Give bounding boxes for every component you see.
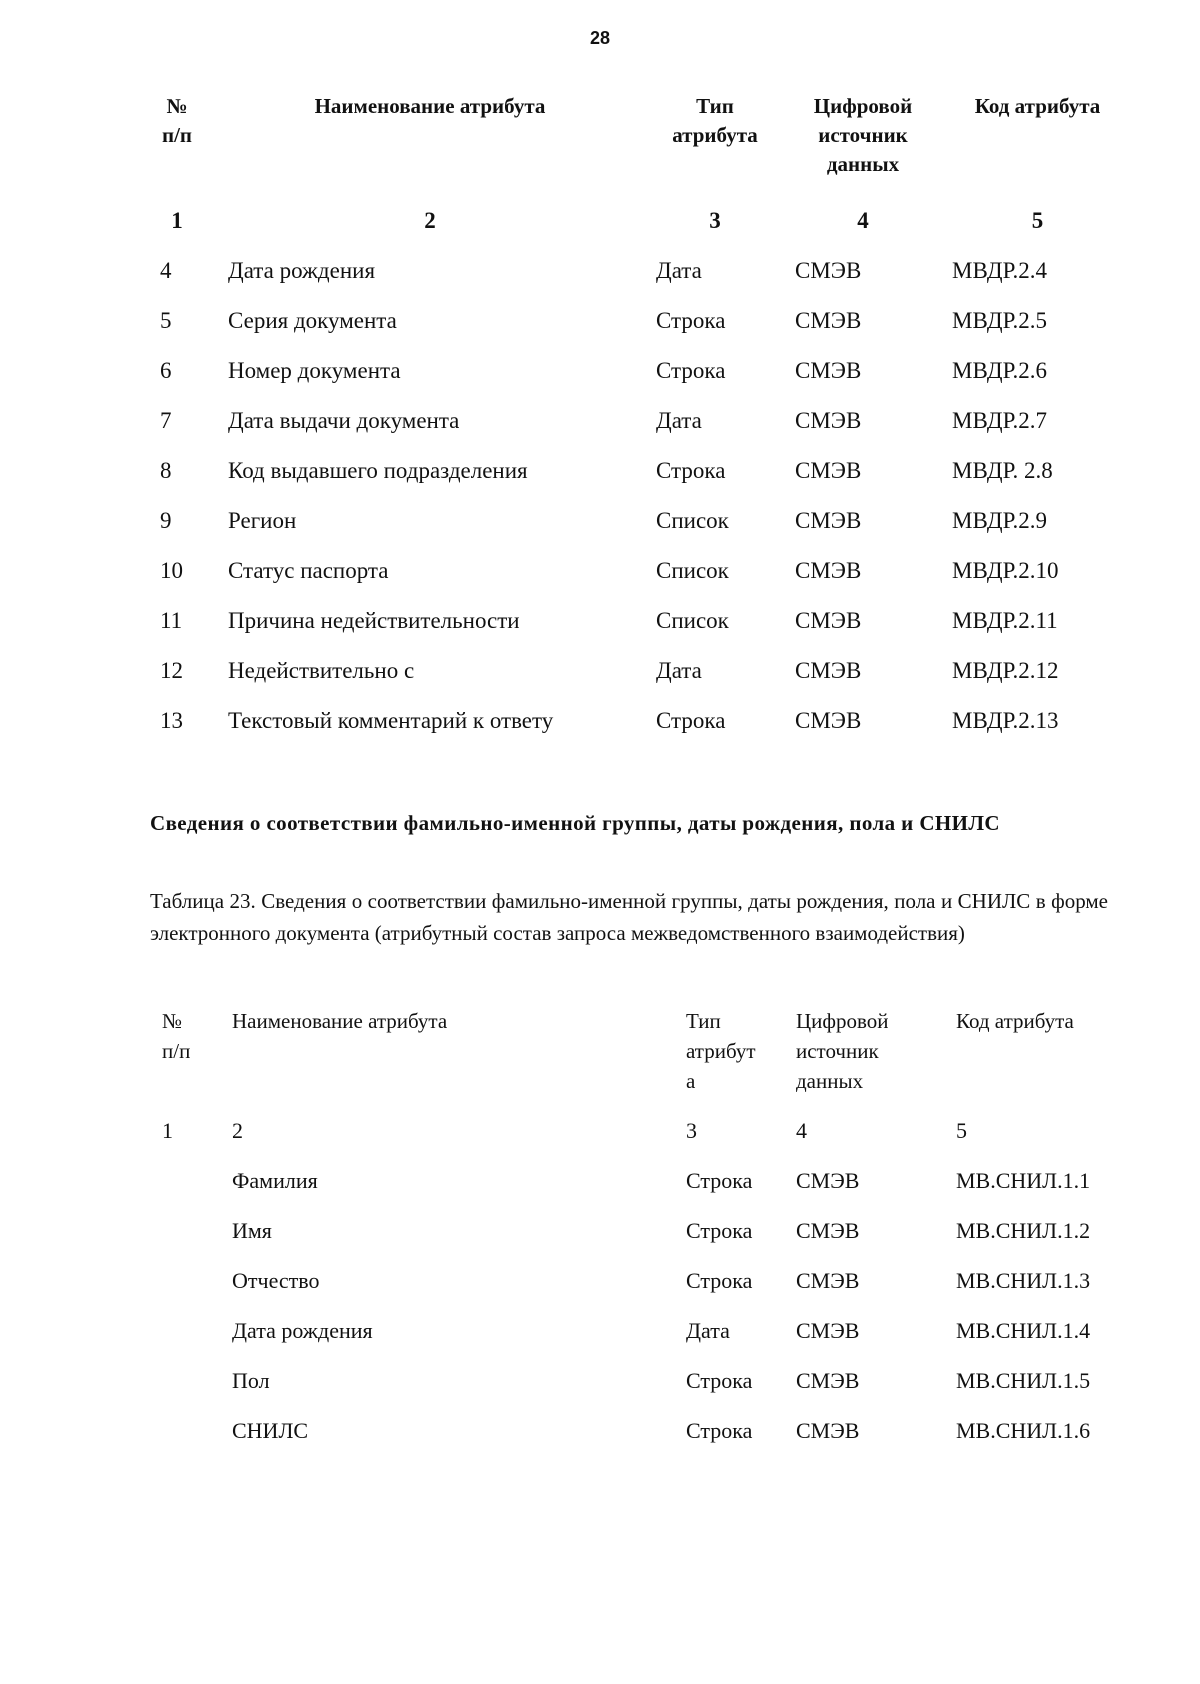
data-source: СМЭВ bbox=[795, 508, 862, 533]
table2-colnum: 3 bbox=[686, 1118, 697, 1143]
table1-header-name: Наименование атрибута bbox=[314, 94, 546, 118]
data-source: СМЭВ bbox=[796, 1168, 860, 1193]
attribute-code: МВ.СНИЛ.1.4 bbox=[956, 1318, 1091, 1343]
attribute-name: Код выдавшего подразделения bbox=[228, 458, 528, 483]
table1-colnum: 3 bbox=[709, 208, 721, 233]
row-number: 5 bbox=[160, 308, 172, 333]
attribute-name: Серия документа bbox=[228, 308, 397, 333]
attribute-type: Строка bbox=[686, 1418, 753, 1443]
attribute-code: МВДР.2.13 bbox=[952, 708, 1059, 733]
attribute-code: МВДР.2.7 bbox=[952, 408, 1048, 433]
table1-header-type: Тип атрибута bbox=[672, 94, 758, 147]
table1-colnum: 4 bbox=[857, 208, 869, 233]
attribute-name: Причина недействительности bbox=[228, 608, 520, 633]
attribute-code: МВДР.2.12 bbox=[952, 658, 1059, 683]
attribute-name: Номер документа bbox=[228, 358, 401, 383]
attribute-name: Недействительно с bbox=[228, 658, 415, 683]
attribute-type: Строка bbox=[686, 1168, 753, 1193]
page-number: 28 bbox=[589, 28, 611, 48]
attribute-name: Дата рождения bbox=[228, 258, 376, 283]
attribute-type: Дата bbox=[656, 408, 702, 433]
data-source: СМЭВ bbox=[795, 608, 862, 633]
row-number: 6 bbox=[160, 358, 172, 383]
attribute-type: Список bbox=[656, 558, 729, 583]
table2-header-num: № п/п bbox=[162, 1009, 191, 1063]
table1-colnum: 1 bbox=[171, 208, 183, 233]
attribute-code: МВДР.2.5 bbox=[952, 308, 1048, 333]
attribute-code: МВДР.2.11 bbox=[952, 608, 1058, 633]
attribute-code: МВ.СНИЛ.1.6 bbox=[956, 1418, 1091, 1443]
table2-colnum: 2 bbox=[232, 1118, 243, 1143]
attribute-name: Текстовый комментарий к ответу bbox=[228, 708, 554, 733]
data-source: СМЭВ bbox=[795, 558, 862, 583]
data-source: СМЭВ bbox=[796, 1368, 860, 1393]
table2-header-name: Наименование атрибута bbox=[232, 1009, 448, 1033]
data-source: СМЭВ bbox=[796, 1218, 860, 1243]
data-source: СМЭВ bbox=[796, 1418, 860, 1443]
table1-colnum: 5 bbox=[1031, 208, 1044, 233]
table2-colnum: 5 bbox=[956, 1118, 967, 1143]
data-source: СМЭВ bbox=[796, 1318, 860, 1343]
table2-header-type: Тип атрибут а bbox=[686, 1009, 756, 1093]
table2-header-code: Код атрибута bbox=[956, 1009, 1074, 1033]
attribute-type: Список bbox=[656, 608, 729, 633]
attribute-type: Дата bbox=[656, 658, 702, 683]
data-source: СМЭВ bbox=[795, 308, 862, 333]
attribute-name: Статус паспорта bbox=[228, 558, 389, 583]
attribute-name: Дата рождения bbox=[232, 1318, 373, 1343]
attribute-type: Строка bbox=[656, 708, 726, 733]
attribute-code: МВ.СНИЛ.1.2 bbox=[956, 1218, 1091, 1243]
row-number: 9 bbox=[160, 508, 172, 533]
data-source: СМЭВ bbox=[795, 408, 862, 433]
row-number: 4 bbox=[160, 258, 172, 283]
row-number: 8 bbox=[160, 458, 172, 483]
table1-header-num: № п/п bbox=[161, 94, 193, 147]
row-number: 7 bbox=[160, 408, 172, 433]
attribute-name: СНИЛС bbox=[232, 1418, 309, 1443]
attribute-type: Дата bbox=[656, 258, 702, 283]
attribute-code: МВДР.2.6 bbox=[952, 358, 1048, 383]
attribute-type: Строка bbox=[686, 1368, 753, 1393]
row-number: 13 bbox=[160, 708, 183, 733]
attribute-name: Дата выдачи документа bbox=[228, 408, 460, 433]
attribute-type: Дата bbox=[686, 1318, 730, 1343]
attribute-name: Регион bbox=[228, 508, 297, 533]
table2-colnum: 1 bbox=[162, 1118, 173, 1143]
data-source: СМЭВ bbox=[796, 1268, 860, 1293]
attribute-type: Строка bbox=[656, 458, 726, 483]
attribute-code: МВ.СНИЛ.1.3 bbox=[956, 1268, 1091, 1293]
section-heading: Сведения о соответствии фамильно-именной группы, даты рождения, пола и СНИЛС bbox=[150, 811, 1000, 835]
attribute-name: Отчество bbox=[232, 1268, 320, 1293]
attribute-code: МВДР.2.10 bbox=[952, 558, 1059, 583]
row-number: 10 bbox=[160, 558, 183, 583]
attribute-name: Имя bbox=[232, 1218, 272, 1243]
data-source: СМЭВ bbox=[795, 708, 862, 733]
table-caption: Таблица 23. Сведения о соответствии фамильно-именной группы, даты рождения, пола и СНИЛС в форме электронного документа (атрибутный состав запроса межведомственного взаимодействия) bbox=[150, 889, 1108, 945]
attribute-type: Строка bbox=[656, 358, 726, 383]
table1-colnum: 2 bbox=[424, 208, 436, 233]
data-source: СМЭВ bbox=[795, 258, 862, 283]
attribute-type: Строка bbox=[656, 308, 726, 333]
table2-header-source: Цифровой источник данных bbox=[796, 1009, 889, 1093]
data-source: СМЭВ bbox=[795, 358, 862, 383]
attribute-type: Список bbox=[656, 508, 729, 533]
attribute-code: МВДР.2.4 bbox=[952, 258, 1048, 283]
table2-colnum: 4 bbox=[796, 1118, 807, 1143]
attribute-code: МВ.СНИЛ.1.5 bbox=[956, 1368, 1091, 1393]
table1-header-source: Цифровой источник данных bbox=[813, 94, 913, 176]
data-source: СМЭВ bbox=[795, 658, 862, 683]
attribute-name: Пол bbox=[232, 1368, 270, 1393]
attribute-code: МВДР.2.9 bbox=[952, 508, 1048, 533]
attribute-type: Строка bbox=[686, 1218, 753, 1243]
data-source: СМЭВ bbox=[795, 458, 862, 483]
attribute-name: Фамилия bbox=[232, 1168, 318, 1193]
table1-header-code: Код атрибута bbox=[974, 94, 1101, 118]
attribute-code: МВДР. 2.8 bbox=[952, 458, 1053, 483]
row-number: 12 bbox=[160, 658, 183, 683]
row-number: 11 bbox=[160, 608, 183, 633]
attribute-type: Строка bbox=[686, 1268, 753, 1293]
attribute-code: МВ.СНИЛ.1.1 bbox=[956, 1168, 1091, 1193]
